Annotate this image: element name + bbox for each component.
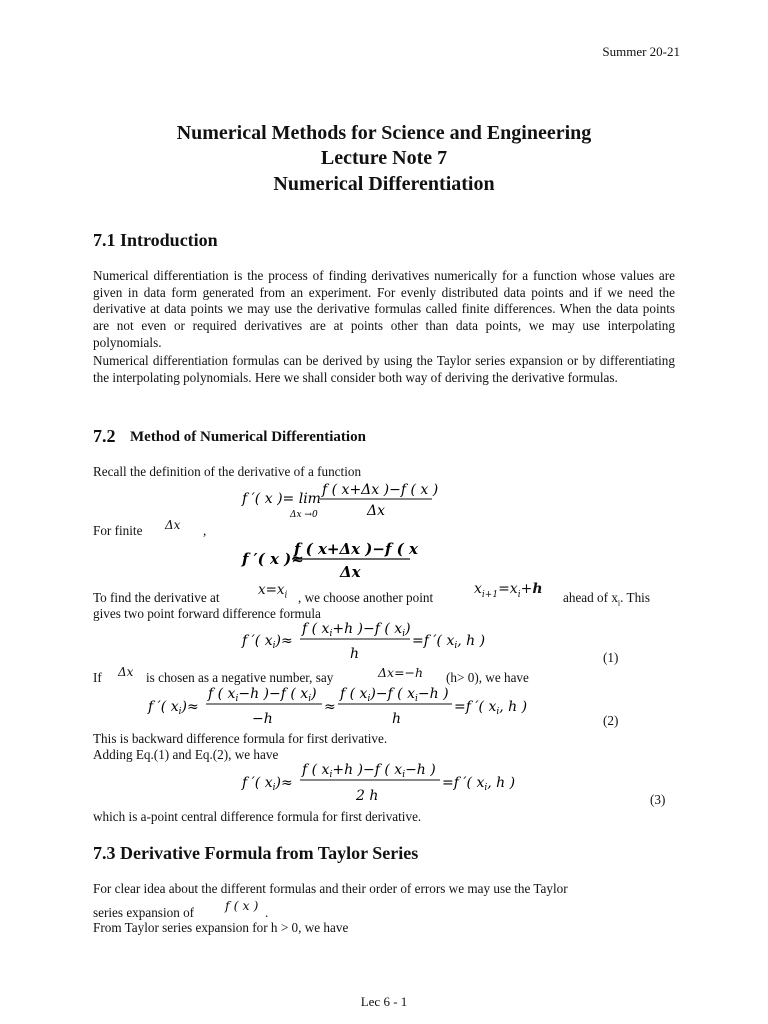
- eq-number-2: (2): [603, 713, 619, 728]
- for-finite-text: For finite: [93, 523, 143, 538]
- svg-text:f ′( x )= lim: f ′( x )= lim: [242, 491, 321, 507]
- section-7-3-text-1: For clear idea about the different formulas and their order of errors we may use the Taylor: [93, 881, 568, 896]
- svg-text:f ( xi−h )−f ( xi): f ( $x_i-h$ )−f ( $x_i$): [208, 686, 317, 704]
- delta-x-symbol: Δx: [165, 518, 181, 532]
- backward-difference-formula: [146, 682, 536, 733]
- delta-x-equals-minus-h: Δx=−h: [378, 665, 424, 680]
- svg-text:−h: −h: [252, 711, 273, 727]
- backward-text: This is backward difference formula for first derivative.: [93, 731, 388, 746]
- svg-text:≈: ≈: [324, 699, 336, 715]
- svg-text:=f ′( xi, h ): =f ′( $x_i$, h ): [412, 633, 486, 651]
- header-term: Summer 20-21: [602, 44, 680, 59]
- svg-text:f ( x+Δx )−f ( x ): f ( x+Δx )−f ( x ): [294, 540, 420, 558]
- f-of-x-symbol: f ( x ): [225, 898, 259, 913]
- section-7-1-heading: 7.1 Introduction: [93, 230, 218, 250]
- section-7-3-text-3: From Taylor series expansion for h > 0, we have: [93, 920, 349, 935]
- adding-text: Adding Eq.(1) and Eq.(2), we have: [93, 747, 279, 762]
- doc-subtitle: Lecture Note 7: [320, 147, 448, 169]
- eq-number-3: (3): [650, 792, 666, 807]
- doc-topic: Numerical Differentiation: [273, 173, 495, 195]
- delta-x-symbol-2: Δx: [118, 665, 134, 679]
- section-7-3-heading: 7.3 Derivative Formula from Taylor Series: [93, 843, 419, 863]
- to-find-text: To find the derivative at: [93, 590, 220, 605]
- svg-text:h: h: [350, 646, 360, 662]
- next-point-formula: $x_{i+1}=x_i+h$: [474, 581, 543, 600]
- svg-text:f ′( x )≈: f ′( x )≈: [242, 550, 304, 568]
- section-7-2-heading: Method of Numerical Differentiation: [130, 429, 366, 445]
- ahead-text: ahead of $x_i$. This: [563, 590, 650, 608]
- svg-text:=f ′( xi, h ): =f ′( $x_i$, h ): [454, 699, 528, 717]
- svg-text:f ( xi)−f ( xi−h ): f ( $x_i)-f$ ( $x_i-h$ ): [340, 686, 449, 704]
- svg-text:f ′( xi)≈: f ′( $x_i)\approx$: [242, 633, 293, 651]
- svg-text:f ( x+Δx )−f ( x ): f ( x+Δx )−f ( x ): [322, 482, 439, 498]
- if-text: If: [93, 670, 102, 685]
- svg-text:f ( xi+h )−f ( xi): f ( $x_i+h$ )−f ( $x_i$): [302, 621, 411, 639]
- svg-text:Δx →0: Δx →0: [290, 510, 318, 520]
- comma-text: ,: [203, 523, 207, 538]
- definition-formula: [240, 478, 440, 525]
- section-7-1-paragraph-1: Numerical differentiation is the process of finding derivatives numerically for a function whose values are given in data form generated from an experiment. For evenly distributed data points and if we need the derivative at data points we may use the derivative formulas called finite differences. When the data points are not even or required derivatives are at points other than data points, we may use interpolating polynomials.: [93, 268, 675, 350]
- eq-number-1: (1): [603, 650, 619, 665]
- forward-difference-formula: [240, 618, 500, 669]
- svg-text:h: h: [392, 711, 402, 727]
- svg-text:2 h: 2 h: [356, 788, 379, 804]
- svg-text:=f ′( xi, h ): =f ′( $x_i$, h ): [442, 775, 516, 793]
- svg-text:Δx: Δx: [340, 563, 361, 581]
- gives-text: gives two point forward difference formula: [93, 606, 321, 621]
- svg-text:f ( xi+h )−f ( xi−h ): f ( $x_i+h$ )−f ( $x_i-h$ ): [302, 762, 436, 780]
- svg-text:Δx: Δx: [367, 503, 386, 519]
- central-difference-formula: [240, 758, 520, 811]
- choose-text: , we choose another point: [298, 590, 434, 605]
- central-text: which is a-point central difference formula for first derivative.: [93, 809, 422, 824]
- section-7-3-text-2: series expansion of: [93, 905, 195, 920]
- svg-text:f ′( xi)≈: f ′( $x_i)\approx$: [242, 775, 293, 793]
- doc-title: Numerical Methods for Science and Engineering: [176, 122, 592, 144]
- section-7-1-paragraph-2: Numerical differentiation formulas can be derived by using the Taylor series expansion or by differentiating the interpolating polynomials. Here we shall consider both way of deriving the derivative formulas.: [93, 353, 675, 385]
- section-7-2-number: 7.2: [93, 426, 116, 446]
- page-footer: Lec 6 - 1: [360, 994, 408, 1009]
- approx-formula: [240, 538, 420, 587]
- period-text: .: [265, 905, 269, 920]
- svg-text:f ′( xi)≈: f ′( $x_i)\approx$: [148, 699, 199, 717]
- recall-text: Recall the definition of the derivative of a function: [93, 464, 362, 479]
- h-positive-text: (h> 0), we have: [446, 670, 529, 685]
- negative-text: is chosen as a negative number, say: [146, 670, 334, 685]
- x-equals-xi: $x=x_i$: [258, 582, 288, 601]
